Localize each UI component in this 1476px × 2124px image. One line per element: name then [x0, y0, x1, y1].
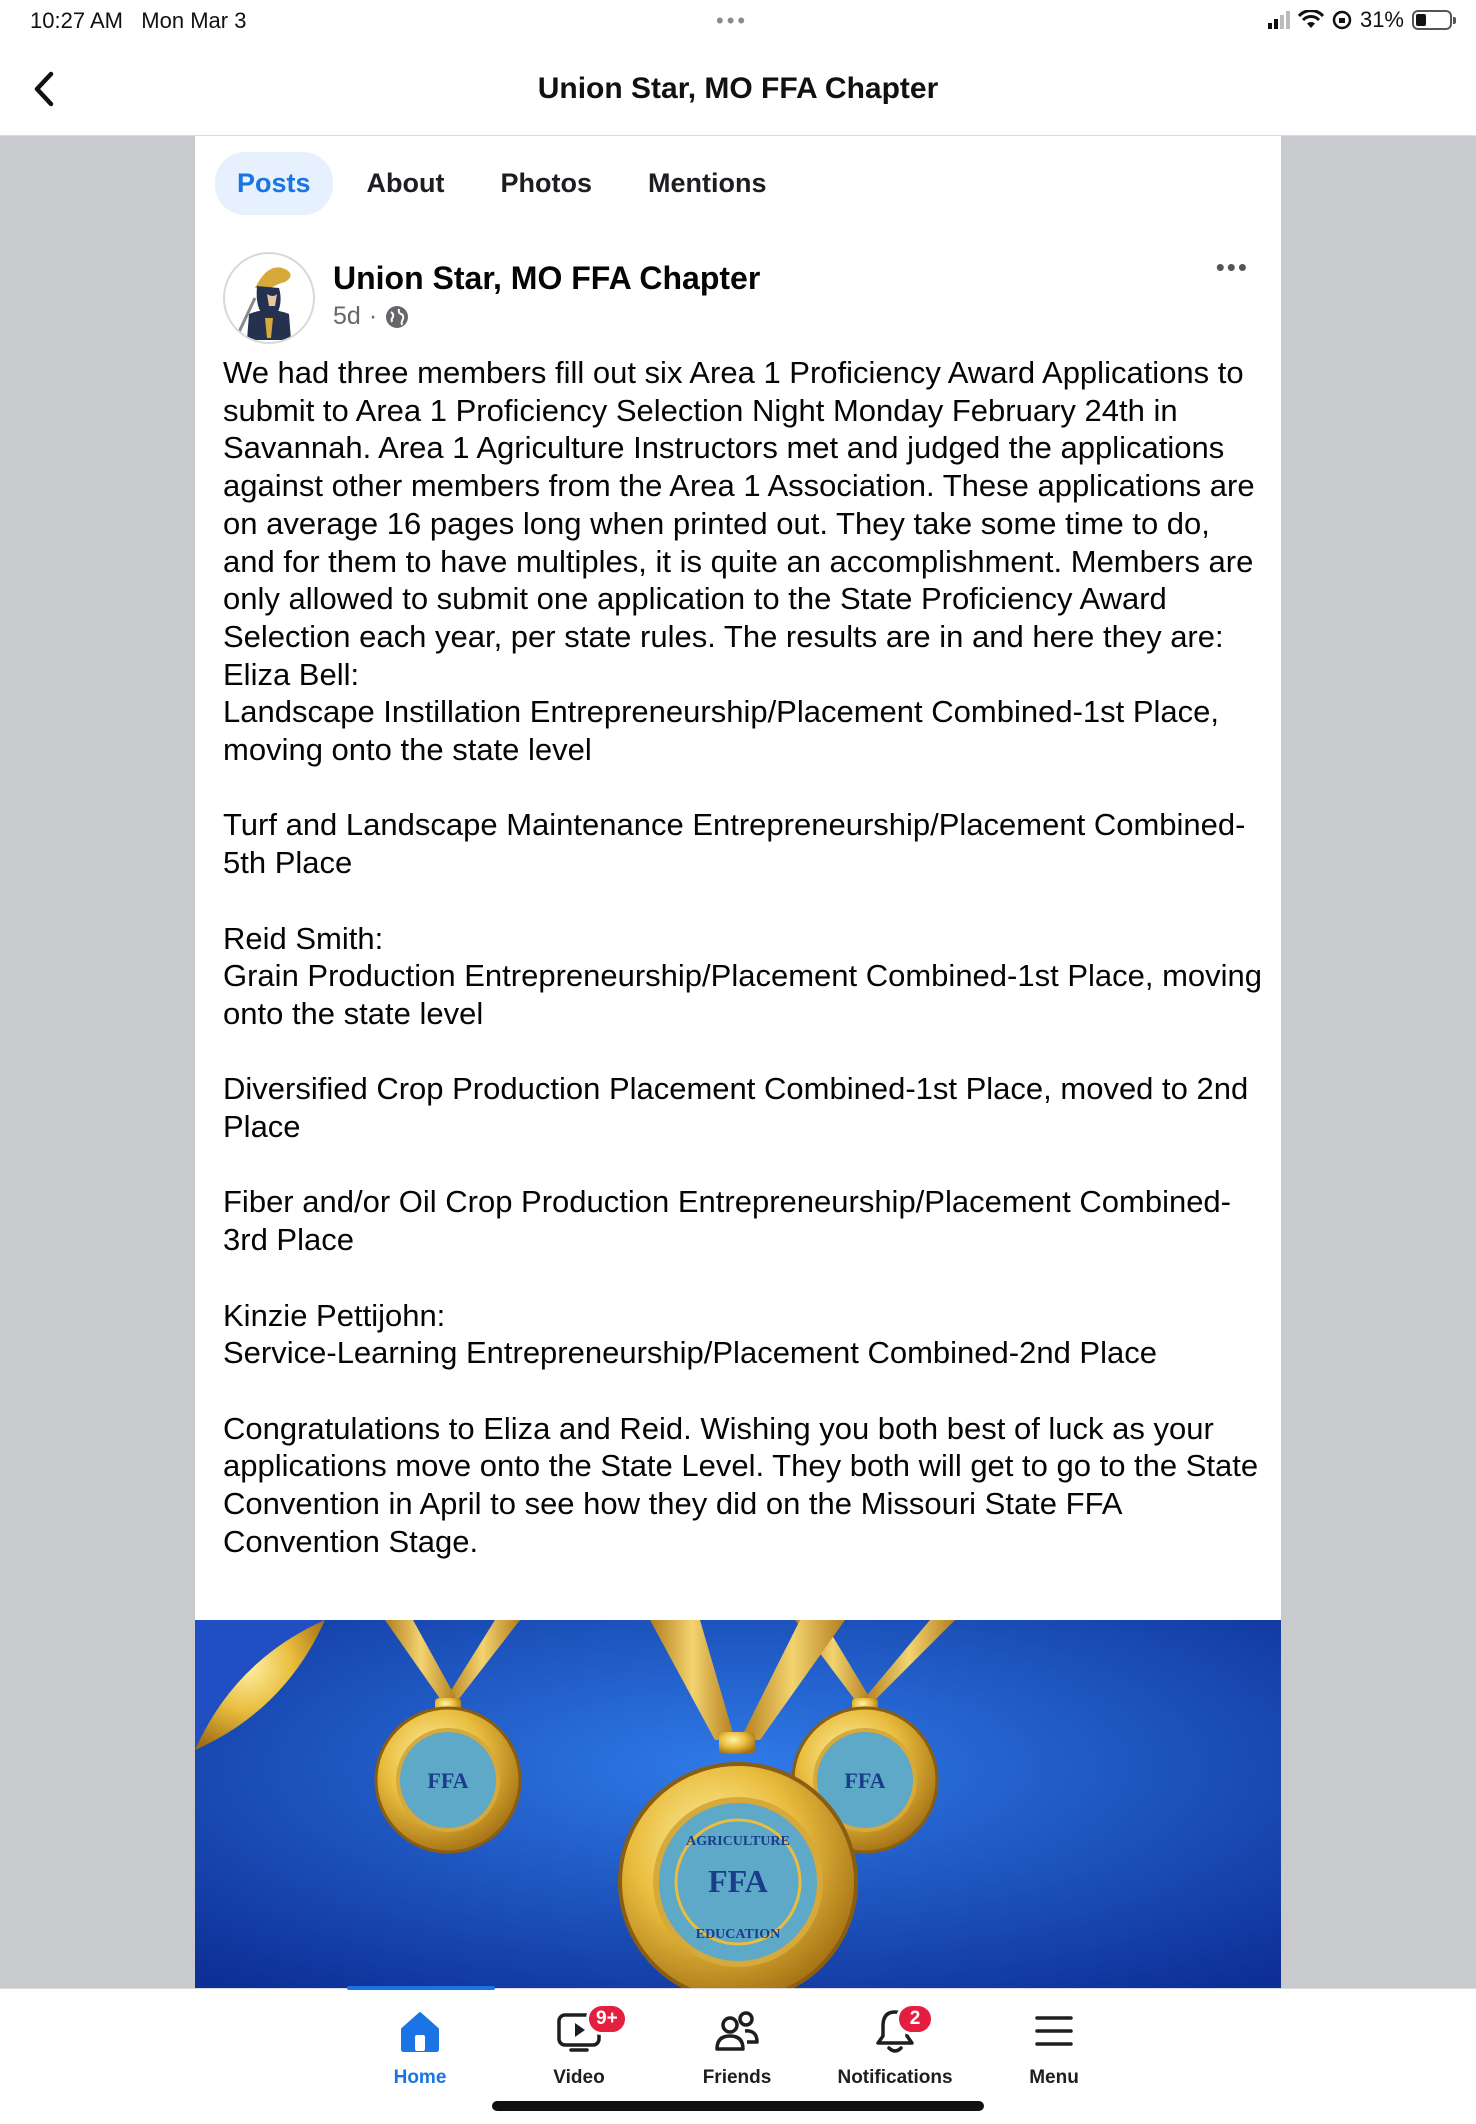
nav-friends-label: Friends	[702, 2067, 772, 2088]
post-author[interactable]: Union Star, MO FFA Chapter	[333, 260, 761, 296]
meta-separator: ·	[368, 302, 378, 330]
orientation-lock-icon	[1332, 10, 1352, 30]
nav-menu-label: Menu	[1029, 2067, 1079, 2088]
member-name: Eliza Bell:	[223, 656, 360, 692]
cellular-signal-icon	[1268, 11, 1290, 29]
video-badge: 9+	[586, 2003, 628, 2035]
home-indicator-bar[interactable]	[492, 2101, 984, 2111]
status-time: 10:27 AM Mon Mar 3	[30, 8, 247, 33]
right-gutter	[1281, 136, 1476, 1988]
post-meta	[333, 302, 409, 331]
multitasking-dots[interactable]: •••	[716, 8, 749, 33]
tab-posts[interactable]: Posts	[215, 152, 333, 215]
tab-mentions[interactable]: Mentions	[648, 168, 767, 198]
post-image-medals[interactable]	[195, 1620, 1281, 1988]
active-tab-indicator	[347, 1986, 495, 1990]
post-paragraph-closing: Congratulations to Eliza and Reid. Wishing you both best of luck as your applications move onto the State Level. They both will get to go to the State Convention in April to see how they did on the Missouri State FFA Convention Stage.	[223, 1410, 1259, 1559]
nav-notifications-label: Notifications	[837, 2067, 953, 2088]
svg-text:FFA: FFA	[427, 1768, 469, 1793]
nav-notifications[interactable]	[820, 2001, 970, 2089]
award-line: Service-Learning Entrepreneurship/Placement Combined-2nd Place	[223, 1335, 1157, 1371]
medals-illustration	[195, 1620, 1281, 1988]
status-bar	[0, 0, 1476, 44]
post-header	[223, 252, 1261, 352]
battery-icon	[1412, 10, 1452, 30]
award-line: Fiber and/or Oil Crop Production Entrepreneurship/Placement Combined-3rd Place	[223, 1184, 1231, 1258]
battery-percent: 31%	[1359, 7, 1404, 32]
nav-friends[interactable]	[662, 2001, 812, 2089]
svg-text:EDUCATION: EDUCATION	[695, 1927, 781, 1942]
page-title: Union Star, MO FFA Chapter	[537, 72, 939, 105]
home-icon	[398, 2009, 442, 2053]
member-name: Reid Smith:	[223, 920, 384, 956]
post-more-options-button[interactable]: •••	[1215, 252, 1249, 282]
navigation-header	[0, 44, 1476, 136]
tab-photos[interactable]: Photos	[500, 168, 592, 198]
svg-text:FFA: FFA	[708, 1863, 768, 1899]
profile-tabs	[215, 152, 789, 215]
spartan-mascot-icon	[225, 254, 313, 342]
award-line: Landscape Instillation Entrepreneurship/Placement Combined-1st Place, moving onto the state level	[223, 694, 1220, 768]
friends-icon	[713, 2009, 761, 2053]
wifi-icon	[1298, 10, 1324, 30]
avatar[interactable]	[223, 252, 315, 344]
award-line: Diversified Crop Production Placement Combined-1st Place, moved to 2nd Place	[223, 1071, 1249, 1145]
menu-icon	[1033, 2011, 1075, 2051]
status-indicators	[1268, 7, 1452, 33]
nav-video[interactable]	[504, 2001, 654, 2089]
post-paragraph-intro: We had three members fill out six Area 1 Proficiency Award Applications to submit to Area 1 Proficiency Selection Night Monday February 24th in Savannah. Area 1 Agriculture Instructors met and judged the applications against other members from the Area 1 Association. These applications are on average 16 pages long when printed out. They take some time to do, and for them to have multiples, it is quite an accomplishment. Members are only allowed to submit one application to the State Proficiency Award Selection each year, per state rules. The results are in and here they are:	[223, 355, 1255, 654]
nav-home[interactable]	[345, 2001, 495, 2089]
svg-text:FFA: FFA	[844, 1768, 886, 1793]
nav-menu[interactable]	[979, 2001, 1129, 2089]
award-line: Turf and Landscape Maintenance Entrepreneurship/Placement Combined-5th Place	[223, 807, 1246, 881]
tab-about[interactable]: About	[366, 168, 445, 198]
nav-video-label: Video	[553, 2067, 605, 2088]
page-content[interactable]	[195, 136, 1281, 1988]
post-text	[223, 354, 1263, 1560]
post-time[interactable]: 5d	[333, 302, 361, 330]
award-line: Grain Production Entrepreneurship/Placement Combined-1st Place, moving onto the state level	[223, 958, 1263, 1031]
left-gutter	[0, 136, 195, 1988]
nav-home-label: Home	[393, 2067, 447, 2088]
bottom-navigation	[0, 1988, 1476, 2124]
svg-text:AGRICULTURE: AGRICULTURE	[686, 1834, 790, 1849]
notifications-badge: 2	[896, 2003, 934, 2035]
globe-icon	[385, 305, 409, 329]
member-name: Kinzie Pettijohn:	[223, 1297, 446, 1333]
